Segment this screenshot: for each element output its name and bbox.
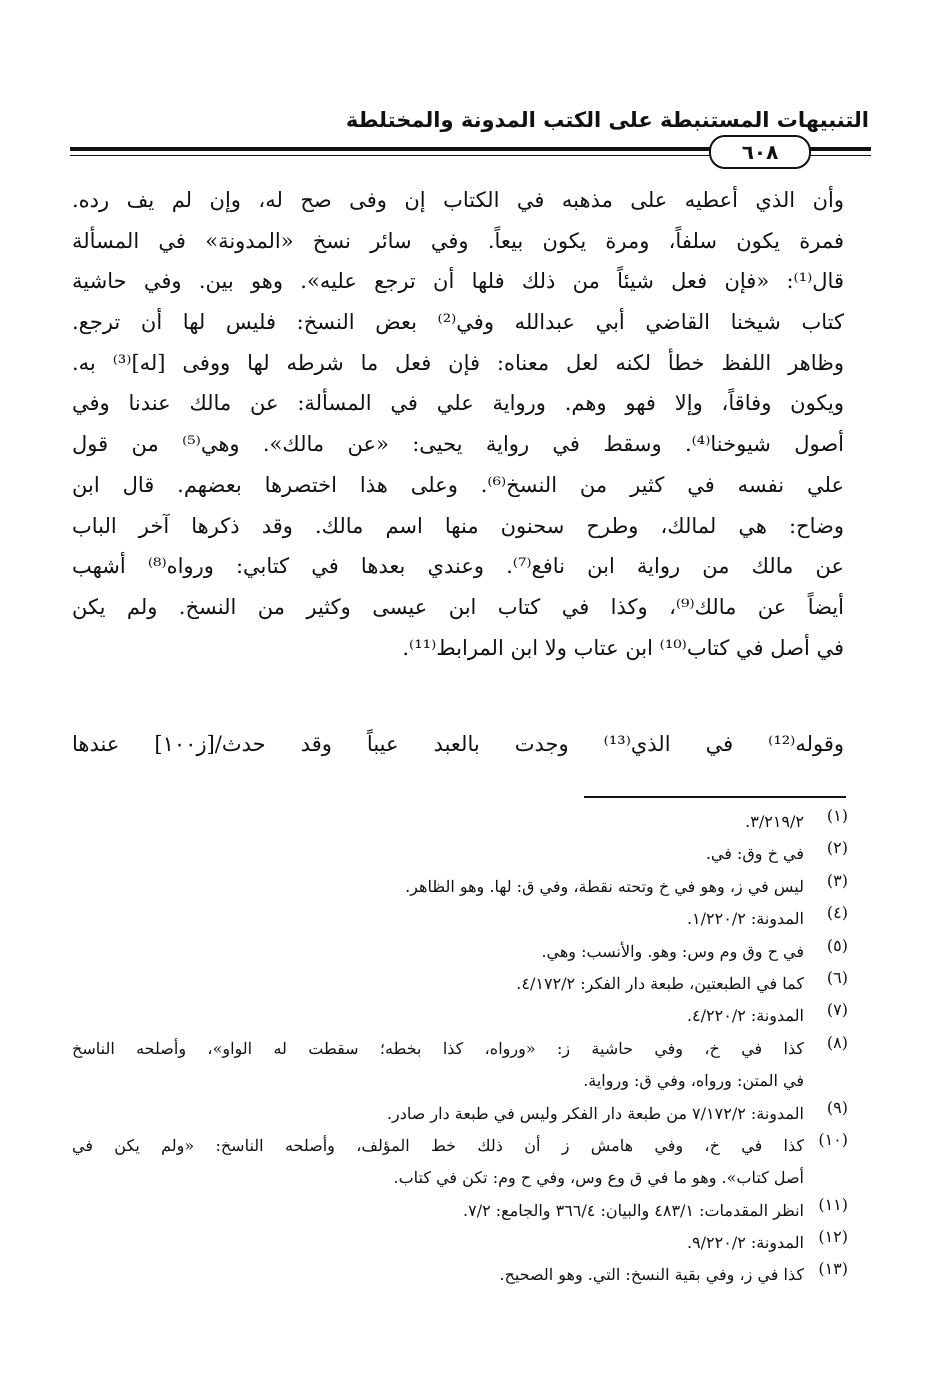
footnote-text: المدونة: ٧/١٧٢/٢ من طبعة دار الفكر وليس في طبعة دار صادر.	[386, 1103, 804, 1123]
footnote-text: في خ وق: في.	[705, 844, 804, 864]
text-line: كتاب شيخنا القاضي أبي عبدالله وفي⁽²⁾ بعض النسخ: فليس لها أن ترجع.	[72, 310, 844, 335]
running-header-title: التنبيهات المستنبطة على الكتب المدونة والمختلطة	[345, 108, 869, 132]
footnote-number: (١٢)	[818, 1227, 848, 1247]
footnote-number: (٩)	[826, 1097, 848, 1117]
footnote-number: (٤)	[826, 903, 848, 923]
text-line: أصول شيوخنا⁽⁴⁾. وسقط في رواية يحيى: «عن مالك». وهي⁽⁵⁾ من قول	[72, 432, 844, 457]
footnote-item	[72, 1000, 848, 1032]
footnote-item	[72, 1033, 848, 1098]
footnote-number: (٣)	[826, 870, 848, 890]
footnote-text: ٣/٢١٩/٢.	[745, 812, 804, 831]
footnote-item	[72, 806, 848, 838]
footnote-item	[72, 936, 848, 968]
text-line: أيضاً عن مالك⁽⁹⁾، وكذا في كتاب ابن عيسى وكثير من النسخ. ولم يكن	[72, 594, 844, 619]
footnote-item	[72, 903, 848, 935]
second-paragraph: وقوله⁽¹²⁾ في الذي⁽¹³⁾ وجدت بالعبد عيباً وقد حدث/[ز١٠٠] عندها	[72, 732, 845, 756]
text-line: وأن الذي أعطيه على مذهبه في الكتاب إن وفى صح له، وإن لم يف رده.	[72, 188, 844, 212]
text-line: وظاهر اللفظ خطأ لكنه لعل معناه: فإن فعل ما شرطه لها ووفى [له]⁽³⁾ به.	[72, 350, 844, 375]
text-line: فمرة يكون سلفاً، ومرة يكون بيعاً. وفي سائر نسخ «المدونة» في المسألة	[72, 228, 844, 253]
footnote-text: المدونة: ٩/٢٢٠/٢.	[686, 1233, 804, 1253]
footnote-text: كما في الطبعتين، طبعة دار الفكر: ٤/١٧٢/٢.	[516, 973, 804, 993]
footnote-text: في المتن: ورواه، وفي ق: ورواية.	[583, 1071, 804, 1091]
footnote-item	[72, 1259, 848, 1291]
footnote-item	[72, 871, 848, 903]
footnote-item	[72, 1195, 848, 1227]
footnote-number: (١)	[826, 806, 848, 825]
footnote-number: (٥)	[826, 935, 848, 955]
footnote-item	[72, 1098, 848, 1130]
text-line: عن مالك من رواية ابن نافع⁽⁷⁾. وعندي بعدها في كتابي: ورواه⁽⁸⁾ أشهب	[72, 554, 844, 579]
footnote-text: في ح وق وم وس: وهو. والأنسب: وهي.	[541, 941, 804, 961]
text-line: وضاح: هي لمالك، وطرح سحنون منها اسم مالك. وقد ذكرها آخر الباب	[72, 513, 844, 538]
footnote-text: المدونة: ٤/٢٢٠/٢.	[686, 1006, 804, 1026]
footnote-number: (٨)	[826, 1032, 848, 1052]
footnote-text: كذا في ز، وفي بقية النسخ: التي. وهو الصحيح.	[499, 1265, 804, 1285]
footnote-text: كذا في خ، وفي هامش ز أن ذلك خط المؤلف، وأصلحه الناسخ: «ولم يكن في	[72, 1135, 804, 1155]
page-number: ٦٠٨	[709, 135, 811, 169]
footnote-number: (٧)	[826, 1000, 848, 1020]
footnote-text: كذا في خ، وفي حاشية ز: «ورواه، كذا بخطه؛ سقطت له الواو»، وأصلحه الناسخ	[72, 1038, 804, 1058]
footnote-item	[72, 968, 848, 1000]
text-line: علي نفسه في كثير من النسخ⁽⁶⁾. وعلى هذا اختصرها بعضهم. قال ابن	[72, 472, 845, 497]
text-line: في أصل في كتاب⁽¹⁰⁾ ابن عتاب ولا ابن المرابط⁽¹¹⁾.	[402, 635, 844, 660]
footnote-number: (١٠)	[818, 1129, 848, 1149]
footnote-number: (٦)	[826, 967, 848, 987]
footnote-item	[72, 1130, 848, 1195]
footnote-number: (١١)	[818, 1194, 848, 1214]
footnote-item	[72, 1227, 848, 1259]
footnote-text: ليس في ز، وهو في خ وتحته نقطة، وفي ق: لها. وهو الظاهر.	[405, 876, 804, 896]
footnote-item	[72, 838, 848, 870]
footnotes	[72, 806, 848, 1292]
text-line: ويكون وفاقاً، وإلا فهو وهم. ورواية علي في المسألة: عن مالك عندنا وفي	[72, 391, 844, 416]
main-paragraph	[72, 180, 844, 668]
footnote-number: (١٣)	[818, 1259, 848, 1279]
text-line: قال⁽¹⁾: «فإن فعل شيئاً من ذلك فلها أن ترجع عليه». وهو بين. وفي حاشية	[72, 269, 844, 294]
footnote-text: المدونة: ١/٢٢٠/٢.	[686, 909, 804, 929]
footnote-number: (٢)	[826, 838, 848, 858]
footnote-separator	[584, 796, 846, 798]
footnote-text: انظر المقدمات: ٤٨٣/١ والبيان: ٣٦٦/٤ والجامع: ٧/٢.	[463, 1200, 804, 1220]
footnote-text: أصل كتاب». وهو ما في ق وع وس، وفي ح وم: تكن في كتاب.	[393, 1168, 804, 1188]
